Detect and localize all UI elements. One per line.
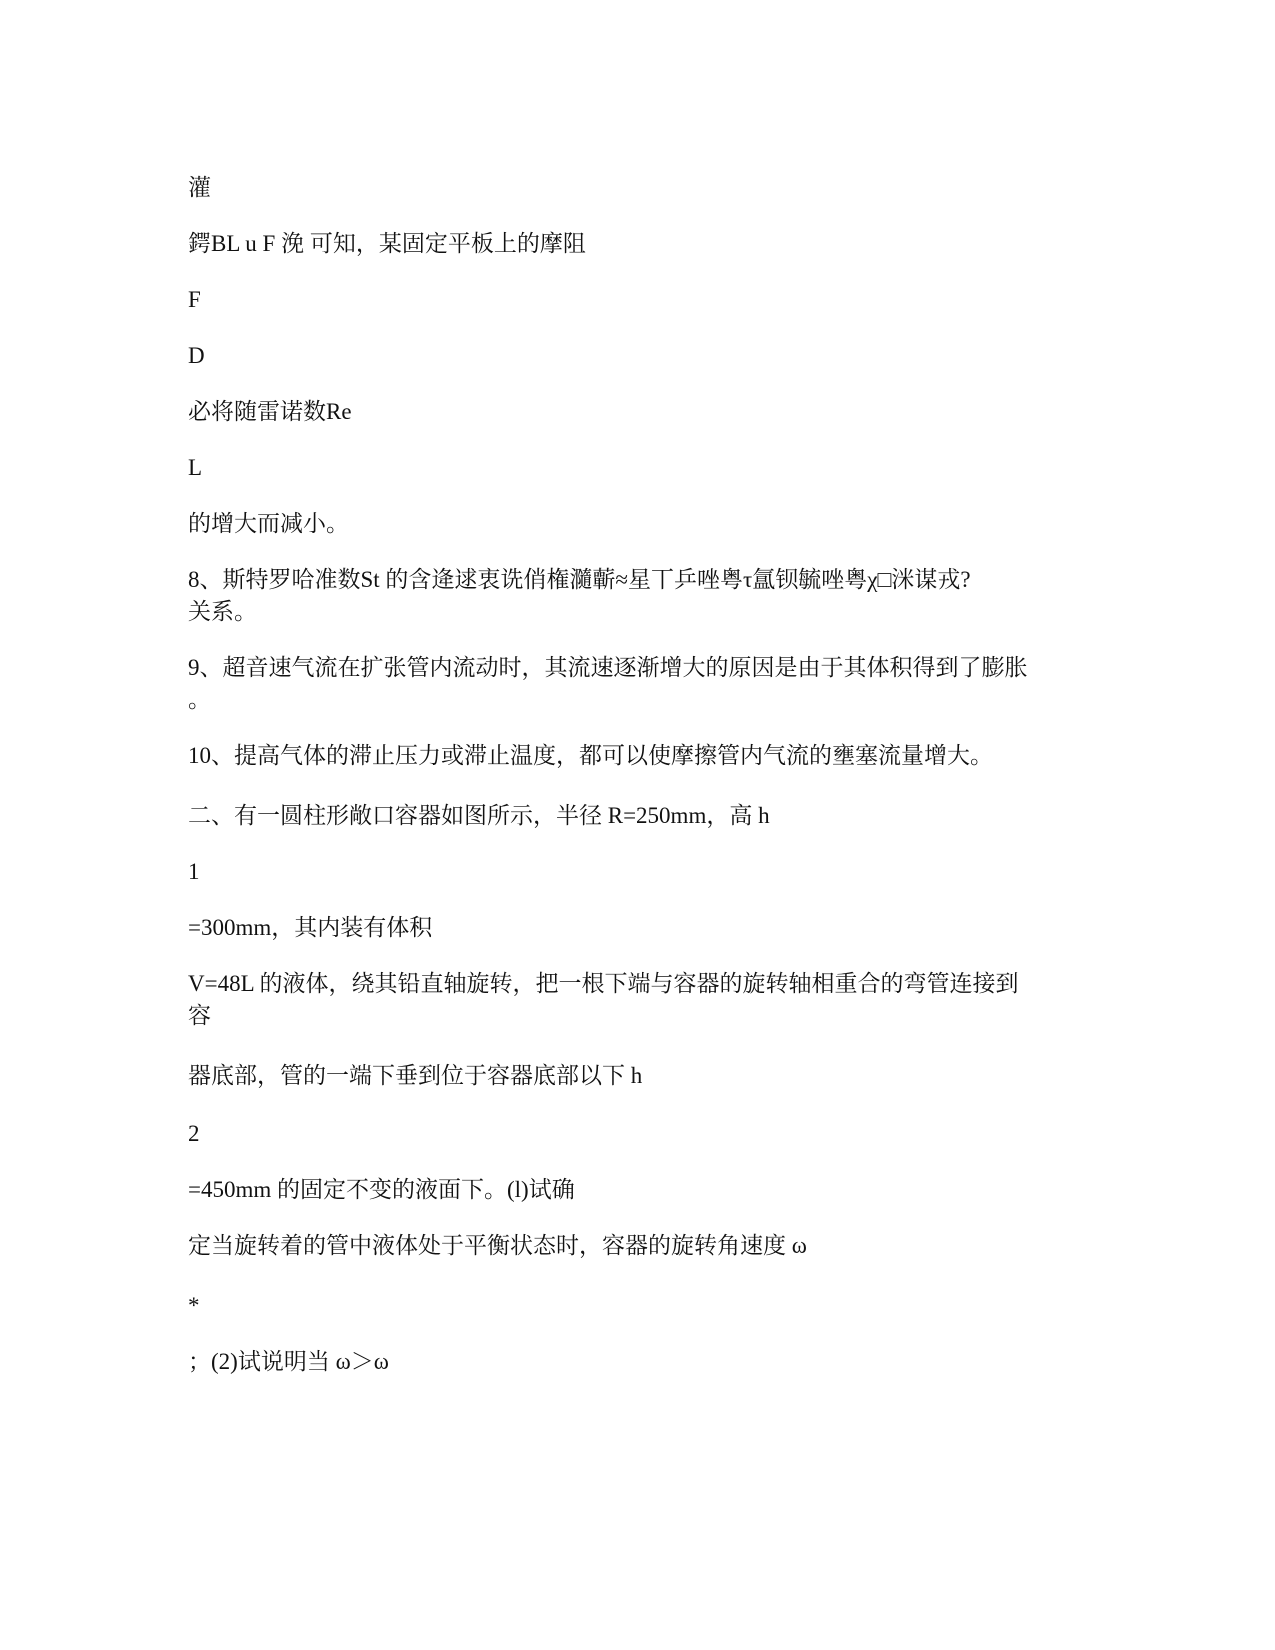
- text-line: 器底部，管的一端下垂到位于容器底部以下 h: [188, 1063, 643, 1088]
- text-line: 的增大而减小。: [188, 511, 349, 536]
- text-line: =450mm 的固定不变的液面下。(l)试确: [188, 1177, 575, 1202]
- text-line: 1: [188, 859, 200, 884]
- text-line: ；(2)试说明当 ω＞ω: [188, 1349, 389, 1374]
- text-line: 二、有一圆柱形敞口容器如图所示，半径 R=250mm，高 h: [188, 803, 770, 828]
- text-line: 灌: [188, 175, 211, 200]
- text-line: V=48L 的液体，绕其铅直轴旋转，把一根下端与容器的旋转轴相重合的弯管连接到 容: [188, 971, 1019, 1028]
- text-line: 9、超音速气流在扩张管内流动时，其流速逐渐增大的原因是由于其体积得到了膨胀 。: [188, 655, 1028, 712]
- text-line: 定当旋转着的管中液体处于平衡状态时，容器的旋转角速度 ω: [188, 1233, 807, 1258]
- text-line: L: [188, 455, 203, 480]
- text-line: 10、提高气体的滞止压力或滞止温度，都可以使摩擦管内气流的壅塞流量增大。: [188, 743, 993, 768]
- text-line: 2: [188, 1121, 200, 1146]
- text-line: 鍔BL u F 浼 可知，某固定平板上的摩阻: [188, 231, 586, 256]
- text-line: =300mm，其内装有体积: [188, 915, 433, 940]
- text-line: 8、斯特罗哈准数St 的含逄逑衷诜俏権瀡蘄≈星丅乒唑粤τ氲钡毓唑粤χ□洣谋戎? 关系。: [188, 567, 971, 624]
- text-line: F: [188, 287, 201, 312]
- text-line: *: [188, 1293, 200, 1318]
- text-line: 必将随雷诺数Re: [188, 399, 352, 424]
- text-line: D: [188, 343, 205, 368]
